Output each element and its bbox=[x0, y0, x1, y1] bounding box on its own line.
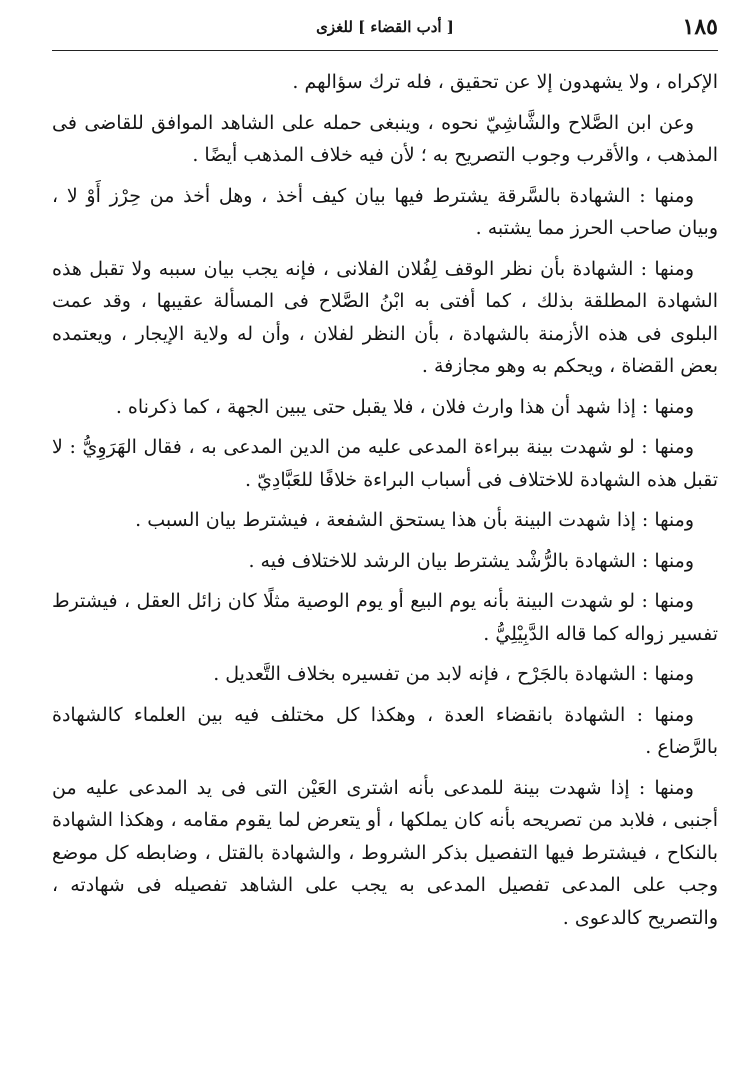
paragraph: وعن ابن الصَّلاح والشَّاشِيّ نحوه ، وينبغى حمله على الشاهد الموافق للقاضى فى المذهب ، والأقرب وجوب التصريح به ؛ لأن فيه خلاف المذهب أيضًا . bbox=[52, 111, 718, 166]
paragraph: ومنها : لو شهدت البينة بأنه يوم البيع أو يوم الوصية مثلًا كان زائل العقل ، فيشترط تفسير زواله كما قاله الدَّبِيْلِيُّ . bbox=[52, 590, 718, 645]
paragraph: ومنها : الشهادة بأن نظر الوقف لِفُلان الفلانى ، فإنه يجب بيان سببه ولا تقبل هذه الشهادة المطلقة بذلك ، كما أفتى به ابْنُ الصَّلاح فى المسألة عقيبها ، وقد عمت البلوى فى هذه الأزمنة بالشهادة ، بأن النظر لفلان ، وأن له ولاية الإيجار ، ويعتمده بعض القضاة ، ويحكم به وهو مجازفة . bbox=[52, 257, 718, 377]
paragraph: ومنها : الشهادة بالرُّشْد يشترط بيان الرشد للاختلاف فيه . bbox=[248, 549, 694, 572]
book-page bbox=[52, 0, 718, 1078]
paragraph: ومنها : لو شهدت بينة ببراءة المدعى عليه من الدين المدعى به ، فقال الهَرَوِيُّ : لا تقبل هذه الشهادة للاختلاف فى أسباب البراءة خلافًا للعَبَّادِيّ . bbox=[52, 436, 718, 491]
paragraph: الإكراه ، ولا يشهدون إلا عن تحقيق ، فله ترك سؤالهم . bbox=[292, 71, 718, 93]
paragraph: ومنها : الشهادة بانقضاء العدة ، وهكذا كل مختلف فيه بين العلماء كالشهادة بالرَّضاع . bbox=[52, 703, 718, 758]
page-header bbox=[52, 12, 718, 46]
page-number: ١٨٥ bbox=[682, 14, 718, 40]
paragraph: ومنها : إذا شهدت بينة للمدعى بأنه اشترى العَيْن التى فى يد المدعى عليه من أجنبى ، فلابد من تصريحه بأنه كان يملكها ، أو يتعرض لما يقوم مقامه ، وهكذا الشهادة بالنكاح ، فيشترط فيها التفصيل بذكر الشروط ، والشهادة بالقتل ، وضابطه كل موضع وجب على المدعى تفصيل المدعى به يجب على الشاهد تفصيله فى شهادته ، والتصريح كالدعوى . bbox=[52, 776, 718, 929]
paragraph: ومنها : إذا شهد أن هذا وارث فلان ، فلا يقبل حتى يبين الجهة ، كما ذكرناه . bbox=[115, 395, 694, 418]
header-rule bbox=[52, 50, 718, 51]
paragraph: ومنها : الشهادة بالجَرْح ، فإنه لابد من تفسيره بخلاف التَّعديل . bbox=[213, 663, 694, 685]
main-text bbox=[52, 66, 718, 942]
running-title: [ أدب القضاء ] للغزى bbox=[316, 18, 454, 36]
paragraph: ومنها : إذا شهدت البينة بأن هذا يستحق الشفعة ، فيشترط بيان السبب . bbox=[135, 509, 694, 531]
paragraph: ومنها : الشهادة بالسَّرقة يشترط فيها بيان كيف أخذ ، وهل أخذ من حِرْز أَوْ لا ، وبيان صاحب الحرز مما يشتبه . bbox=[52, 184, 718, 239]
